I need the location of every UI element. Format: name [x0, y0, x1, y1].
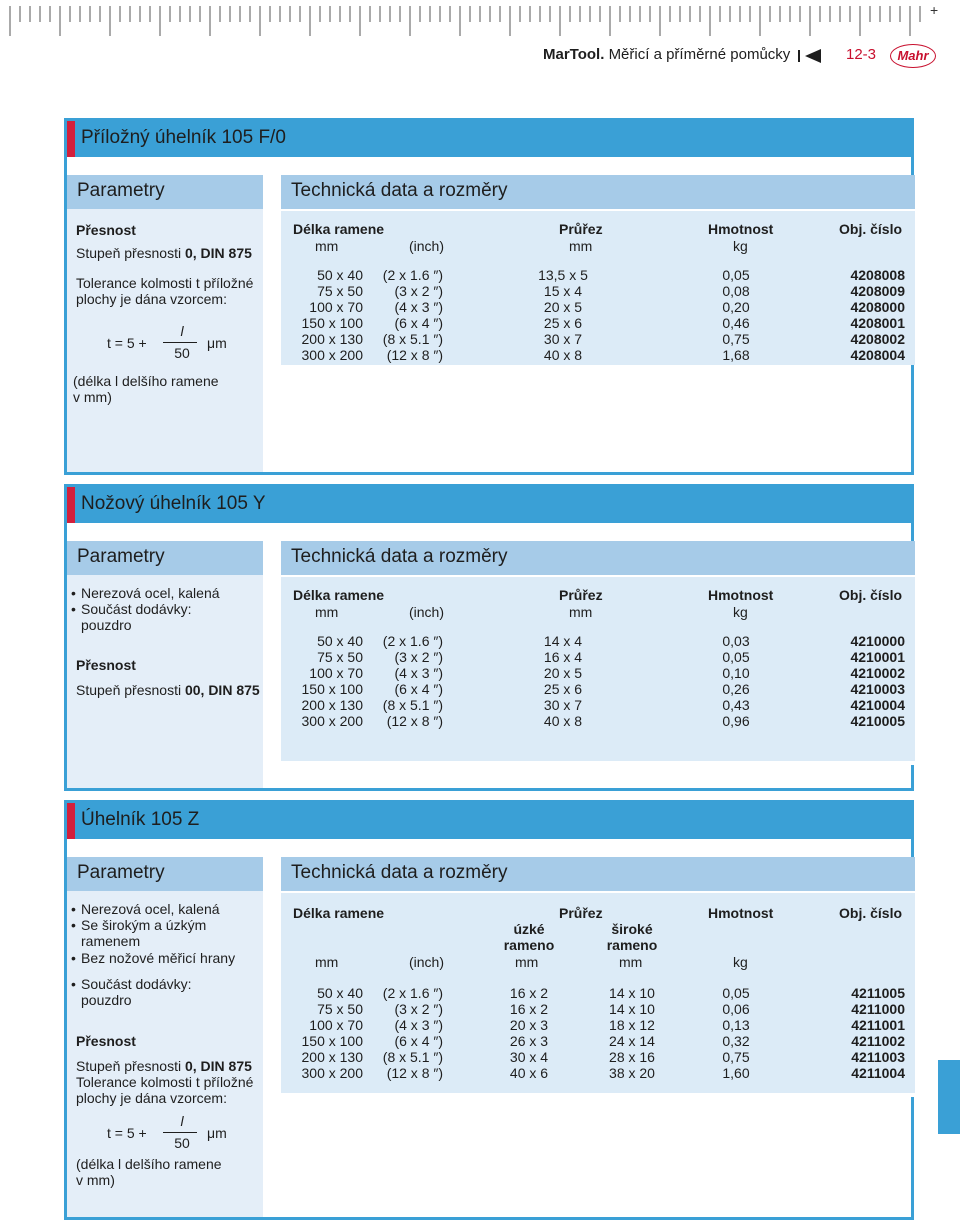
table-cell-delka: 300 x 200	[301, 713, 363, 729]
bullet-edges	[71, 950, 235, 966]
unit-mm-uzke: mm	[515, 954, 539, 970]
params-title: Parametry	[77, 862, 165, 883]
tech-title: Technická data a rozměry	[291, 180, 508, 201]
col-prurez: Průřez	[559, 221, 603, 237]
table-cell-inch: (4 x 3 ″)	[394, 1017, 443, 1033]
note-line-1: (délka l delšího ramene	[73, 373, 219, 389]
note-line-2: v mm)	[73, 389, 112, 405]
col-obj: Obj. číslo	[839, 587, 903, 603]
table-cell-obj: 4208008	[850, 267, 905, 283]
table-cell-delka: 50 x 40	[317, 985, 363, 1001]
table-cell-inch: (6 x 4 ″)	[394, 1033, 443, 1049]
chapter-tab	[938, 1060, 960, 1134]
unit-kg: kg	[733, 954, 748, 970]
grade-prefix: Stupeň přesnosti	[76, 682, 185, 698]
table-cell-siroke: 38 x 20	[609, 1065, 655, 1081]
table-cell-siroke: 14 x 10	[609, 985, 655, 1001]
table-cell-delka: 100 x 70	[309, 299, 363, 315]
presnost-label: Přesnost	[76, 657, 136, 673]
page-number: 12-3	[846, 46, 877, 63]
col-delka: Délka ramene	[293, 587, 385, 603]
col-hmotnost: Hmotnost	[708, 587, 774, 603]
col-delka: Délka ramene	[293, 905, 385, 921]
table-cell-siroke: 24 x 14	[609, 1033, 655, 1049]
params-header	[67, 541, 263, 575]
unit-inch: (inch)	[409, 954, 445, 970]
bullet-material	[71, 585, 220, 601]
table-cell-obj: 4211005	[851, 985, 905, 1001]
tolerance-formula	[107, 323, 257, 363]
bullet-text: • Nerezová ocel, kalená	[81, 901, 220, 917]
bullet-text: • Se širokým a úzkým	[81, 917, 207, 933]
unit-mm-prurez: mm	[569, 238, 593, 254]
table-cell-obj: 4210001	[850, 649, 905, 665]
grade-text	[76, 1058, 252, 1074]
table-cell-inch: (3 x 2 ″)	[394, 283, 443, 299]
tech-header	[281, 541, 915, 575]
unit-mm-siroke: mm	[619, 954, 643, 970]
tolerance-line-1: Tolerance kolmosti t příložné	[76, 1074, 254, 1090]
params-panel	[67, 857, 263, 1217]
grade-prefix: Stupeň přesnosti	[76, 245, 185, 261]
table-cell-obj: 4208000	[850, 299, 905, 315]
grade-value: 0, DIN 875	[184, 245, 252, 261]
tolerance-line-1: Tolerance kolmosti t příložné	[76, 275, 254, 291]
table-cell-hmotnost: 1,68	[722, 347, 750, 363]
table-cell-inch: (3 x 2 ″)	[394, 1001, 443, 1017]
bullet-delivery	[71, 976, 192, 1008]
col-siroke-2: rameno	[606, 937, 658, 953]
table-cell-inch: (8 x 5.1 ″)	[382, 697, 443, 713]
col-uzke: úzké	[513, 921, 545, 937]
col-hmotnost: Hmotnost	[708, 221, 774, 237]
table-cell-prurez: 40 x 8	[543, 713, 583, 729]
bullet-text-cont: ramenem	[81, 933, 141, 949]
grade-text	[76, 245, 252, 261]
table-cell-inch: (12 x 8 ″)	[386, 347, 443, 363]
section-105-z	[64, 800, 914, 1220]
table-cell-hmotnost: 0,20	[722, 299, 750, 315]
table-cell-obj: 4208009	[850, 283, 905, 299]
grade-value: 00, DIN 875	[184, 682, 260, 698]
section-105-y	[64, 484, 914, 791]
presnost-label: Přesnost	[76, 1033, 136, 1049]
table-cell-hmotnost: 0,05	[722, 985, 750, 1001]
page-header	[0, 44, 960, 68]
table-cell-hmotnost: 0,13	[722, 1017, 750, 1033]
bullet-delivery	[71, 601, 192, 633]
arrow-left-icon	[805, 49, 821, 63]
header-separator	[798, 50, 800, 62]
table-cell-delka: 300 x 200	[301, 347, 363, 363]
unit-mm: mm	[315, 954, 339, 970]
table-cell-prurez: 14 x 4	[543, 633, 583, 649]
title-accent	[67, 803, 75, 839]
formula-denominator: 50	[174, 1135, 190, 1151]
note-line-2: v mm)	[76, 1172, 115, 1188]
params-panel	[67, 541, 263, 788]
table-cell-obj: 4211002	[851, 1033, 905, 1049]
grade-prefix: Stupeň přesnosti	[76, 1058, 185, 1074]
table-cell-hmotnost: 0,06	[722, 1001, 750, 1017]
params-header	[67, 857, 263, 891]
table-cell-inch: (2 x 1.6 ″)	[382, 267, 443, 283]
table-cell-siroke: 18 x 12	[609, 1017, 655, 1033]
grade-value: 0, DIN 875	[184, 1058, 252, 1074]
tech-title: Technická data a rozměry	[291, 862, 508, 883]
table-cell-prurez: 30 x 7	[543, 697, 583, 713]
table-cell-inch: (8 x 5.1 ″)	[382, 331, 443, 347]
table-cell-delka: 75 x 50	[317, 283, 363, 299]
table-cell-obj: 4211004	[851, 1065, 905, 1081]
section-105-f0	[64, 118, 914, 475]
tech-table	[281, 893, 915, 1093]
table-cell-obj: 4210004	[850, 697, 905, 713]
table-cell-inch: (6 x 4 ″)	[394, 681, 443, 697]
formula-unit: μm	[207, 335, 227, 351]
table-cell-delka: 75 x 50	[317, 1001, 363, 1017]
section-title: Nožový úhelník 105 Y	[81, 493, 266, 514]
table-cell-uzke: 16 x 2	[509, 985, 549, 1001]
table-cell-obj: 4210000	[850, 633, 905, 649]
table-cell-delka: 150 x 100	[301, 315, 363, 331]
table-cell-delka: 50 x 40	[317, 633, 363, 649]
table-cell-hmotnost: 0,26	[722, 681, 750, 697]
bullet-text-cont: pouzdro	[81, 992, 132, 1008]
table-cell-hmotnost: 0,05	[722, 649, 750, 665]
unit-kg: kg	[733, 604, 748, 620]
brand-name: MarTool.	[543, 46, 605, 63]
col-delka: Délka ramene	[293, 221, 385, 237]
formula-denominator: 50	[174, 345, 190, 361]
col-obj: Obj. číslo	[839, 905, 903, 921]
section-title-bar	[67, 487, 911, 523]
col-prurez: Průřez	[559, 905, 603, 921]
header-title	[543, 46, 790, 63]
table-cell-delka: 200 x 130	[301, 1049, 363, 1065]
tech-table	[281, 577, 915, 761]
table-cell-inch: (12 x 8 ″)	[386, 1065, 443, 1081]
table-cell-hmotnost: 0,75	[722, 331, 750, 347]
table-cell-hmotnost: 0,08	[722, 283, 750, 299]
crop-mark-icon: +	[930, 2, 939, 18]
mahr-logo: Mahr	[890, 44, 936, 68]
table-cell-obj: 4210002	[850, 665, 905, 681]
header-subtitle: Měřicí a příměrné pomůcky	[608, 46, 791, 63]
ruler-decoration	[0, 0, 930, 38]
table-cell-obj: 4210003	[850, 681, 905, 697]
col-hmotnost: Hmotnost	[708, 905, 774, 921]
unit-inch: (inch)	[409, 238, 445, 254]
table-cell-delka: 150 x 100	[301, 681, 363, 697]
bullet-arms	[71, 917, 206, 949]
params-panel	[67, 175, 263, 472]
table-cell-hmotnost: 1,60	[722, 1065, 750, 1081]
table-cell-obj: 4208002	[850, 331, 905, 347]
table-cell-delka: 50 x 40	[317, 267, 363, 283]
table-cell-obj: 4211000	[851, 1001, 905, 1017]
params-header	[67, 175, 263, 209]
table-cell-hmotnost: 0,46	[722, 315, 750, 331]
section-title-bar	[67, 803, 911, 839]
bullet-text: • Bez nožové měřicí hrany	[81, 950, 236, 966]
table-cell-delka: 100 x 70	[309, 665, 363, 681]
table-cell-delka: 200 x 130	[301, 331, 363, 347]
formula-base: t = 5 +	[107, 1125, 147, 1141]
table-cell-delka: 300 x 200	[301, 1065, 363, 1081]
table-cell-obj: 4211001	[851, 1017, 905, 1033]
unit-mm: mm	[315, 604, 339, 620]
tech-panel	[281, 175, 915, 365]
table-cell-obj: 4210005	[850, 713, 905, 729]
tech-panel	[281, 541, 915, 765]
title-accent	[67, 487, 75, 523]
tolerance-line-2: plochy je dána vzorcem:	[76, 291, 227, 307]
title-accent	[67, 121, 75, 157]
table-cell-inch: (2 x 1.6 ″)	[382, 985, 443, 1001]
table-cell-prurez: 13,5 x 5	[538, 267, 588, 283]
unit-inch: (inch)	[409, 604, 445, 620]
tolerance-line-2: plochy je dána vzorcem:	[76, 1090, 227, 1106]
table-cell-inch: (8 x 5.1 ″)	[382, 1049, 443, 1065]
section-title: Příložný úhelník 105 F/0	[81, 127, 286, 148]
col-prurez: Průřez	[559, 587, 603, 603]
params-title: Parametry	[77, 546, 165, 567]
fraction-line	[163, 1132, 197, 1133]
table-cell-prurez: 25 x 6	[543, 681, 583, 697]
table-cell-delka: 75 x 50	[317, 649, 363, 665]
table-cell-prurez: 15 x 4	[543, 283, 583, 299]
table-cell-hmotnost: 0,32	[722, 1033, 750, 1049]
table-cell-inch: (3 x 2 ″)	[394, 649, 443, 665]
table-cell-obj: 4208004	[850, 347, 905, 363]
tech-title: Technická data a rozměry	[291, 546, 508, 567]
table-cell-prurez: 20 x 5	[543, 665, 583, 681]
bullet-text: • Součást dodávky:	[81, 601, 192, 617]
table-cell-delka: 200 x 130	[301, 697, 363, 713]
formula-base: t = 5 +	[107, 335, 147, 351]
bullet-material	[71, 901, 220, 917]
table-cell-prurez: 25 x 6	[543, 315, 583, 331]
col-uzke-2: rameno	[503, 937, 555, 953]
formula-numerator: l	[180, 323, 184, 339]
fraction-line	[163, 342, 197, 343]
table-cell-inch: (12 x 8 ″)	[386, 713, 443, 729]
table-cell-hmotnost: 0,03	[722, 633, 750, 649]
table-cell-siroke: 28 x 16	[609, 1049, 655, 1065]
unit-mm-prurez: mm	[569, 604, 593, 620]
tech-table	[281, 211, 915, 365]
table-cell-hmotnost: 0,05	[722, 267, 750, 283]
table-cell-inch: (4 x 3 ″)	[394, 665, 443, 681]
table-cell-inch: (2 x 1.6 ″)	[382, 633, 443, 649]
tech-panel	[281, 857, 915, 1097]
section-title-bar	[67, 121, 911, 157]
formula-unit: μm	[207, 1125, 227, 1141]
table-cell-hmotnost: 0,96	[722, 713, 750, 729]
table-cell-hmotnost: 0,75	[722, 1049, 750, 1065]
table-cell-prurez: 16 x 4	[543, 649, 583, 665]
table-cell-obj: 4211003	[851, 1049, 905, 1065]
col-obj: Obj. číslo	[839, 221, 903, 237]
table-cell-hmotnost: 0,43	[722, 697, 750, 713]
table-cell-obj: 4208001	[850, 315, 905, 331]
table-cell-inch: (6 x 4 ″)	[394, 315, 443, 331]
table-cell-uzke: 40 x 6	[509, 1065, 549, 1081]
tech-header	[281, 857, 915, 891]
table-cell-prurez: 20 x 5	[543, 299, 583, 315]
tech-header	[281, 175, 915, 209]
table-cell-siroke: 14 x 10	[609, 1001, 655, 1017]
bullet-text: • Nerezová ocel, kalená	[81, 585, 220, 601]
table-cell-uzke: 16 x 2	[509, 1001, 549, 1017]
formula-numerator: l	[180, 1113, 184, 1129]
section-title: Úhelník 105 Z	[81, 809, 200, 830]
presnost-label: Přesnost	[76, 222, 136, 238]
table-cell-inch: (4 x 3 ″)	[394, 299, 443, 315]
table-cell-uzke: 26 x 3	[509, 1033, 549, 1049]
bullet-text-cont: pouzdro	[81, 617, 132, 633]
table-cell-prurez: 30 x 7	[543, 331, 583, 347]
unit-kg: kg	[733, 238, 748, 254]
table-cell-prurez: 40 x 8	[543, 347, 583, 363]
table-cell-uzke: 30 x 4	[509, 1049, 549, 1065]
table-cell-hmotnost: 0,10	[722, 665, 750, 681]
note-line-1: (délka l delšího ramene	[76, 1156, 222, 1172]
tolerance-formula	[107, 1113, 257, 1153]
params-title: Parametry	[77, 180, 165, 201]
unit-mm: mm	[315, 238, 339, 254]
grade-text	[76, 682, 260, 698]
bullet-text: • Součást dodávky:	[81, 976, 192, 992]
col-siroke: široké	[611, 921, 653, 937]
table-cell-delka: 150 x 100	[301, 1033, 363, 1049]
table-cell-delka: 100 x 70	[309, 1017, 363, 1033]
table-cell-uzke: 20 x 3	[509, 1017, 549, 1033]
